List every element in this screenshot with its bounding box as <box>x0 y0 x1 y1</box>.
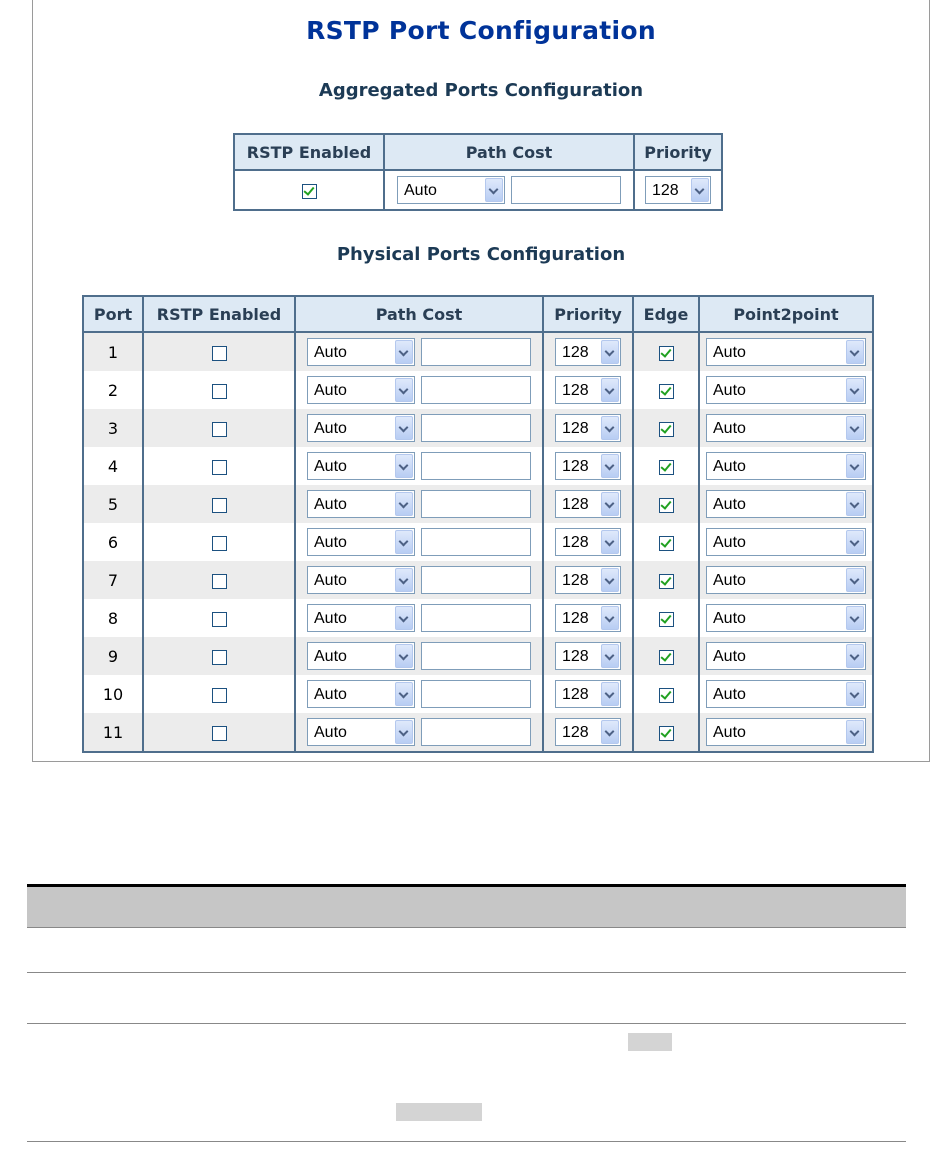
highlight-mark <box>628 1033 672 1051</box>
agg-priority-select[interactable]: 128 <box>645 176 711 204</box>
chevron-down-icon <box>846 568 864 592</box>
chevron-down-icon <box>846 416 864 440</box>
path-cost-cell <box>295 409 543 447</box>
edge-checkbox[interactable] <box>659 498 674 513</box>
port-row <box>83 561 873 599</box>
agg-path-cost-input[interactable] <box>511 176 621 204</box>
rstp-enabled-cell <box>143 713 295 752</box>
rstp-enabled-cell <box>143 371 295 409</box>
header-rstp-enabled: RSTP Enabled <box>143 296 295 332</box>
path-cost-input[interactable] <box>421 376 531 404</box>
point2point-select[interactable]: Auto <box>706 642 866 670</box>
path-cost-cell <box>295 713 543 752</box>
chevron-down-icon <box>485 178 503 202</box>
rstp-enabled-checkbox[interactable] <box>212 726 227 741</box>
path-cost-cell <box>295 637 543 675</box>
point2point-cell <box>699 675 873 713</box>
point2point-cell <box>699 371 873 409</box>
priority-cell <box>543 675 633 713</box>
physical-ports-table <box>82 295 874 753</box>
rstp-enabled-checkbox[interactable] <box>212 612 227 627</box>
chevron-down-icon <box>395 378 413 402</box>
rstp-enabled-cell <box>143 599 295 637</box>
chevron-down-icon <box>846 644 864 668</box>
point2point-cell <box>699 332 873 371</box>
aggregated-header-row <box>234 134 722 170</box>
priority-cell <box>543 523 633 561</box>
chevron-down-icon <box>395 492 413 516</box>
priority-select[interactable]: 128 <box>555 604 621 632</box>
point2point-select[interactable]: Auto <box>706 718 866 746</box>
chevron-down-icon <box>601 340 619 364</box>
rstp-enabled-cell <box>143 675 295 713</box>
priority-select[interactable]: 128 <box>555 414 621 442</box>
chevron-down-icon <box>601 644 619 668</box>
path-cost-input[interactable] <box>421 680 531 708</box>
edge-cell <box>633 409 699 447</box>
rstp-enabled-checkbox[interactable] <box>212 422 227 437</box>
point2point-select[interactable]: Auto <box>706 452 866 480</box>
chevron-down-icon <box>846 530 864 554</box>
priority-select[interactable]: 128 <box>555 452 621 480</box>
aggregated-section-title: Aggregated Ports Configuration <box>318 80 644 101</box>
path-cost-select[interactable]: Auto <box>307 452 415 480</box>
path-cost-input[interactable] <box>421 604 531 632</box>
point2point-cell <box>699 485 873 523</box>
path-cost-select[interactable]: Auto <box>307 566 415 594</box>
description-row-divider <box>27 927 906 928</box>
edge-cell <box>633 447 699 485</box>
priority-cell <box>543 485 633 523</box>
path-cost-cell <box>295 447 543 485</box>
description-row-divider <box>27 1023 906 1024</box>
chevron-down-icon <box>601 454 619 478</box>
priority-cell <box>543 332 633 371</box>
edge-checkbox[interactable] <box>659 612 674 627</box>
chevron-down-icon <box>395 644 413 668</box>
chevron-down-icon <box>846 720 864 744</box>
path-cost-select[interactable]: Auto <box>307 414 415 442</box>
point2point-select[interactable]: Auto <box>706 604 866 632</box>
header-path-cost: Path Cost <box>384 134 634 170</box>
priority-cell <box>543 371 633 409</box>
priority-cell <box>543 713 633 752</box>
chevron-down-icon <box>601 416 619 440</box>
path-cost-cell <box>295 523 543 561</box>
port-number: 3 <box>83 409 143 447</box>
edge-checkbox[interactable] <box>659 688 674 703</box>
edge-cell <box>633 523 699 561</box>
point2point-cell <box>699 409 873 447</box>
port-number: 1 <box>83 332 143 371</box>
chevron-down-icon <box>846 340 864 364</box>
rstp-enabled-checkbox[interactable] <box>212 460 227 475</box>
path-cost-select[interactable]: Auto <box>307 718 415 746</box>
point2point-cell <box>699 599 873 637</box>
rstp-enabled-checkbox[interactable] <box>212 536 227 551</box>
port-row <box>83 371 873 409</box>
edge-cell <box>633 332 699 371</box>
path-cost-input[interactable] <box>421 452 531 480</box>
port-number: 6 <box>83 523 143 561</box>
path-cost-select[interactable]: Auto <box>307 680 415 708</box>
path-cost-cell <box>295 332 543 371</box>
rstp-enabled-cell <box>143 409 295 447</box>
page-title: RSTP Port Configuration <box>306 16 656 45</box>
port-number: 5 <box>83 485 143 523</box>
path-cost-input[interactable] <box>421 338 531 366</box>
edge-checkbox[interactable] <box>659 346 674 361</box>
physical-header-row <box>83 296 873 332</box>
point2point-cell <box>699 713 873 752</box>
priority-cell <box>543 409 633 447</box>
path-cost-select[interactable]: Auto <box>307 528 415 556</box>
edge-checkbox[interactable] <box>659 460 674 475</box>
priority-cell <box>543 561 633 599</box>
port-number: 8 <box>83 599 143 637</box>
chevron-down-icon <box>601 606 619 630</box>
point2point-cell <box>699 561 873 599</box>
port-number: 7 <box>83 561 143 599</box>
header-path-cost: Path Cost <box>295 296 543 332</box>
path-cost-cell <box>295 485 543 523</box>
chevron-down-icon <box>395 340 413 364</box>
port-row <box>83 332 873 371</box>
chevron-down-icon <box>601 492 619 516</box>
path-cost-cell <box>295 599 543 637</box>
path-cost-input[interactable] <box>421 490 531 518</box>
edge-checkbox[interactable] <box>659 726 674 741</box>
edge-checkbox[interactable] <box>659 650 674 665</box>
rstp-enabled-cell <box>143 332 295 371</box>
agg-path-cost-select[interactable]: Auto <box>397 176 505 204</box>
priority-select[interactable]: 128 <box>555 338 621 366</box>
path-cost-select[interactable]: Auto <box>307 376 415 404</box>
chevron-down-icon <box>395 530 413 554</box>
path-cost-input[interactable] <box>421 566 531 594</box>
port-number: 4 <box>83 447 143 485</box>
header-priority: Priority <box>634 134 722 170</box>
priority-cell <box>543 447 633 485</box>
rstp-enabled-checkbox[interactable] <box>212 498 227 513</box>
edge-checkbox[interactable] <box>659 536 674 551</box>
header-priority: Priority <box>543 296 633 332</box>
port-number: 2 <box>83 371 143 409</box>
port-number: 11 <box>83 713 143 752</box>
rstp-enabled-cell <box>143 485 295 523</box>
path-cost-input[interactable] <box>421 414 531 442</box>
path-cost-cell <box>295 561 543 599</box>
path-cost-select[interactable]: Auto <box>307 642 415 670</box>
description-row-divider <box>27 1141 906 1142</box>
chevron-down-icon <box>395 682 413 706</box>
edge-checkbox[interactable] <box>659 384 674 399</box>
point2point-select[interactable]: Auto <box>706 680 866 708</box>
path-cost-input[interactable] <box>421 718 531 746</box>
chevron-down-icon <box>846 682 864 706</box>
rstp-enabled-cell <box>143 523 295 561</box>
chevron-down-icon <box>601 720 619 744</box>
aggregated-row <box>234 170 722 210</box>
port-row <box>83 599 873 637</box>
path-cost-select[interactable]: Auto <box>307 338 415 366</box>
agg-priority-cell <box>634 170 722 210</box>
path-cost-select[interactable]: Auto <box>307 490 415 518</box>
rstp-enabled-checkbox[interactable] <box>212 650 227 665</box>
header-rstp-enabled: RSTP Enabled <box>234 134 384 170</box>
chevron-down-icon <box>846 378 864 402</box>
description-row-divider <box>27 972 906 973</box>
physical-section-title: Physical Ports Configuration <box>336 244 626 265</box>
port-row <box>83 713 873 752</box>
rstp-enabled-cell <box>143 447 295 485</box>
agg-rstp-enabled-checkbox[interactable] <box>302 184 317 199</box>
point2point-cell <box>699 523 873 561</box>
priority-select[interactable]: 128 <box>555 680 621 708</box>
port-row <box>83 485 873 523</box>
chevron-down-icon <box>601 530 619 554</box>
highlight-mark <box>396 1103 482 1121</box>
point2point-select[interactable]: Auto <box>706 528 866 556</box>
port-row <box>83 675 873 713</box>
edge-checkbox[interactable] <box>659 574 674 589</box>
header-port: Port <box>83 296 143 332</box>
edge-cell <box>633 485 699 523</box>
screenshot-frame <box>32 0 930 762</box>
point2point-cell <box>699 447 873 485</box>
rstp-enabled-cell <box>143 561 295 599</box>
path-cost-input[interactable] <box>421 528 531 556</box>
path-cost-select[interactable]: Auto <box>307 604 415 632</box>
point2point-select[interactable]: Auto <box>706 490 866 518</box>
priority-select[interactable]: 128 <box>555 642 621 670</box>
priority-cell <box>543 637 633 675</box>
agg-pathcost-cell <box>384 170 634 210</box>
priority-cell <box>543 599 633 637</box>
edge-cell <box>633 371 699 409</box>
path-cost-cell <box>295 371 543 409</box>
port-number: 9 <box>83 637 143 675</box>
chevron-down-icon <box>846 492 864 516</box>
chevron-down-icon <box>395 568 413 592</box>
point2point-select[interactable]: Auto <box>706 414 866 442</box>
point2point-select[interactable]: Auto <box>706 376 866 404</box>
chevron-down-icon <box>395 606 413 630</box>
chevron-down-icon <box>601 378 619 402</box>
rstp-enabled-checkbox[interactable] <box>212 574 227 589</box>
edge-cell <box>633 713 699 752</box>
path-cost-cell <box>295 675 543 713</box>
point2point-select[interactable]: Auto <box>706 338 866 366</box>
port-number: 10 <box>83 675 143 713</box>
aggregated-ports-table <box>233 133 723 211</box>
agg-rstp-cell <box>234 170 384 210</box>
edge-cell <box>633 561 699 599</box>
chevron-down-icon <box>395 454 413 478</box>
edge-cell <box>633 675 699 713</box>
edge-cell <box>633 637 699 675</box>
chevron-down-icon <box>601 568 619 592</box>
priority-select[interactable]: 128 <box>555 718 621 746</box>
port-row <box>83 447 873 485</box>
chevron-down-icon <box>395 416 413 440</box>
chevron-down-icon <box>846 606 864 630</box>
edge-checkbox[interactable] <box>659 422 674 437</box>
port-row <box>83 523 873 561</box>
chevron-down-icon <box>691 178 709 202</box>
priority-select[interactable]: 128 <box>555 490 621 518</box>
rstp-enabled-checkbox[interactable] <box>212 384 227 399</box>
edge-cell <box>633 599 699 637</box>
priority-select[interactable]: 128 <box>555 566 621 594</box>
header-point2point: Point2point <box>699 296 873 332</box>
chevron-down-icon <box>601 682 619 706</box>
description-table-header <box>27 887 906 927</box>
priority-select[interactable]: 128 <box>555 528 621 556</box>
point2point-cell <box>699 637 873 675</box>
priority-select[interactable]: 128 <box>555 376 621 404</box>
port-row <box>83 637 873 675</box>
header-edge: Edge <box>633 296 699 332</box>
rstp-enabled-checkbox[interactable] <box>212 346 227 361</box>
point2point-select[interactable]: Auto <box>706 566 866 594</box>
path-cost-input[interactable] <box>421 642 531 670</box>
port-row <box>83 409 873 447</box>
chevron-down-icon <box>395 720 413 744</box>
rstp-enabled-cell <box>143 637 295 675</box>
chevron-down-icon <box>846 454 864 478</box>
rstp-enabled-checkbox[interactable] <box>212 688 227 703</box>
